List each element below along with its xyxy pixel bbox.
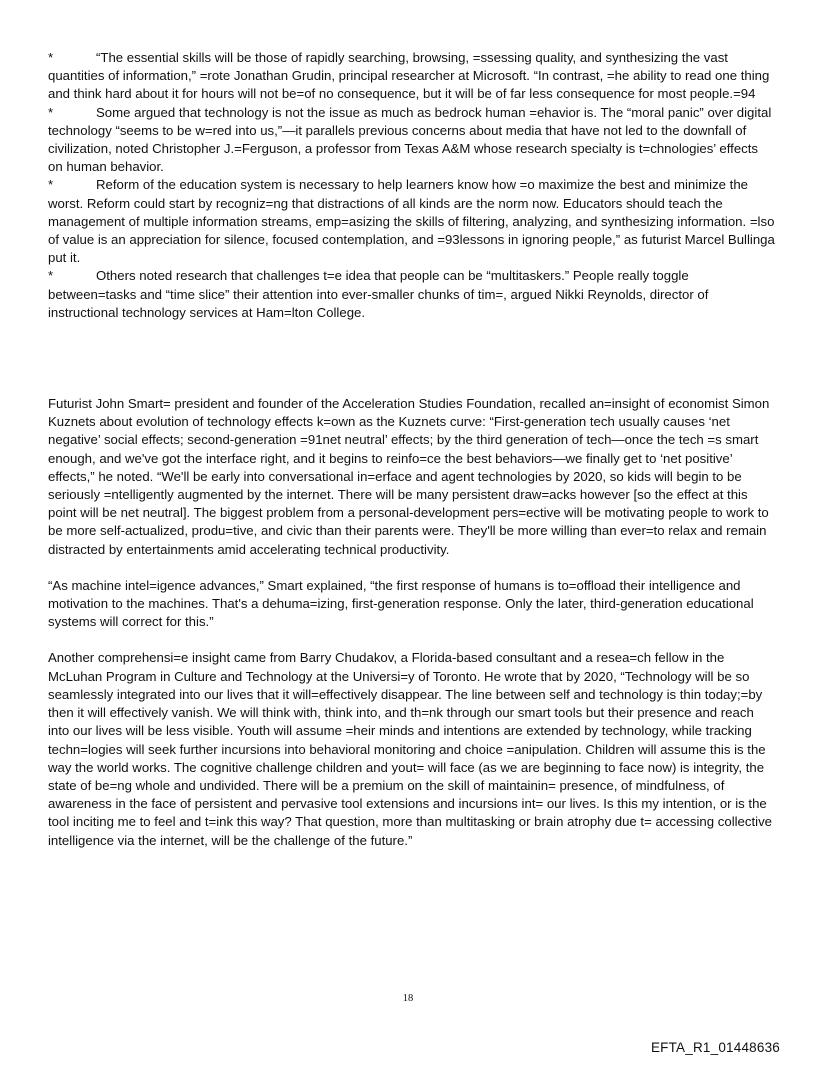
paragraph-spacer	[48, 559, 776, 577]
paragraph-smart-kuznets: Futurist John Smart= president and founder of the Acceleration Studies Foundation, recalled an=insight of economist Simon Kuznets about evolution of technology effects k=own as the Kuznets curve: “First-generation tech usually causes ‘net negative’ social effects; second-generation =91net neutral’ effects; by the third generation of tech—once the tech =s smart enough, and we've got the interface right, and it begins to reinfo=ce the best behaviors—we finally get to ‘net positive’ effects,” he noted. “We'll be early into conversational in=erface and agent technologies by 2020, so kids will begin to be seriously =ntelligently augmented by the internet. There will be many persistent draw=acks however [so the effect at this point will be net neutral]. The biggest problem from a personal-development pers=ective will be motivating people to work to be more self-actualized, produ=tive, and civic than their parents were. They'll be more willing than ever=to relax and remain distracted by entertainments amid accelerating technical productivity.	[48, 396, 770, 557]
bullet-text: Some argued that technology is not the issue as much as bedrock human =ehavior is. The “moral panic” over digital technology “seems to be w=red into us,”—it parallels previous concerns about media that have not led to the downfall of civilization, noted Christopher J.=Ferguson, a professor from Texas A&M whose research specialty is t=chnologies’ effects on human behavior.	[48, 104, 772, 175]
bullet-item	[48, 176, 776, 267]
bullet-item	[48, 104, 776, 177]
document-id: EFTA_R1_01448636	[650, 1040, 780, 1055]
document-body	[48, 49, 776, 850]
bullet-marker: *	[48, 50, 54, 65]
bullet-item	[48, 267, 776, 322]
bullet-text: Reform of the education system is necessary to help learners know how =o maximize the best and minimize the worst. Reform could start by recogniz=ng that distractions of all kinds are the norm now. Educators should teach the management of multiple information streams, emp=asizing the skills of filtering, analyzing, and synthesizing information. =lso of value is an appreciation for silence, focused contemplation, and =93lessons in ignoring people,” as futurist Marcel Bullinga put it.	[48, 177, 775, 266]
page-number: 18	[402, 993, 414, 1004]
bullet-marker: *	[48, 268, 54, 284]
paragraph-chudakov: Another comprehensi=e insight came from Barry Chudakov, a Florida-based consultant and a resea=ch fellow in the McLuhan Program in Culture and Technology at the Universi=y of Toronto. He wrote that by 2020, “Technology will be so seamlessly integrated into our lives that it will=effectively disappear. The line between self and technology is thin today;=by then it will effectively vanish. We will think with, think into, and th=nk through our smart tools but their presence and reach into our lives will be less visible. Youth will assume =heir minds and intentions are extended by technology, while tracking techn=logies will seek further incursions into behavioral monitoring and choice =anipulation. Children will assume this is the way the world works. The cognitive challenge children and yout= will face (as we are beginning to face now) is integrity, the state of be=ng whole and undivided. There will be a premium on the skill of maintainin= presence, of mindfulness, of awareness in the face of persistent and pervasive tool extensions and incursions int= our lives. Is this my intention, or is the tool inciting me to feel and t=ink this way? That question, more than multitasking or brain atrophy due t= accessing collective intelligence via the internet, will be the challenge of the future.”	[48, 650, 772, 848]
section-spacer	[48, 322, 776, 395]
bullet-item	[48, 49, 776, 104]
paragraph-spacer	[48, 631, 776, 649]
bullet-marker: *	[48, 177, 54, 193]
bullet-text: Others noted research that challenges t=e idea that people can be “multitaskers.” People really toggle between=tasks and “time slice” their attention into ever-smaller chunks of tim=, argued Nikki Reynolds, director of instructional technology services at Ham=lton College.	[48, 268, 709, 320]
paragraph-smart-quote: “As machine intel=igence advances,” Smart explained, “the first response of humans is to=offload their intelligence and motivation to the machines. That's a dehuma=izing, first-generation response. Only the later, third-generation educational systems will correct for this.”	[48, 577, 754, 630]
bullet-marker: *	[48, 104, 54, 120]
bullet-text: “The essential skills will be those of rapidly searching, browsing, =ssessing quality, and synthesizing the vast quantities of information,” =rote Jonathan Grudin, principal researcher at Microsoft. “In contrast, =he ability to read one thing and think hard about it for hours will not be=of no consequence, but it will be of far less consequence for most people.=94	[48, 50, 770, 102]
